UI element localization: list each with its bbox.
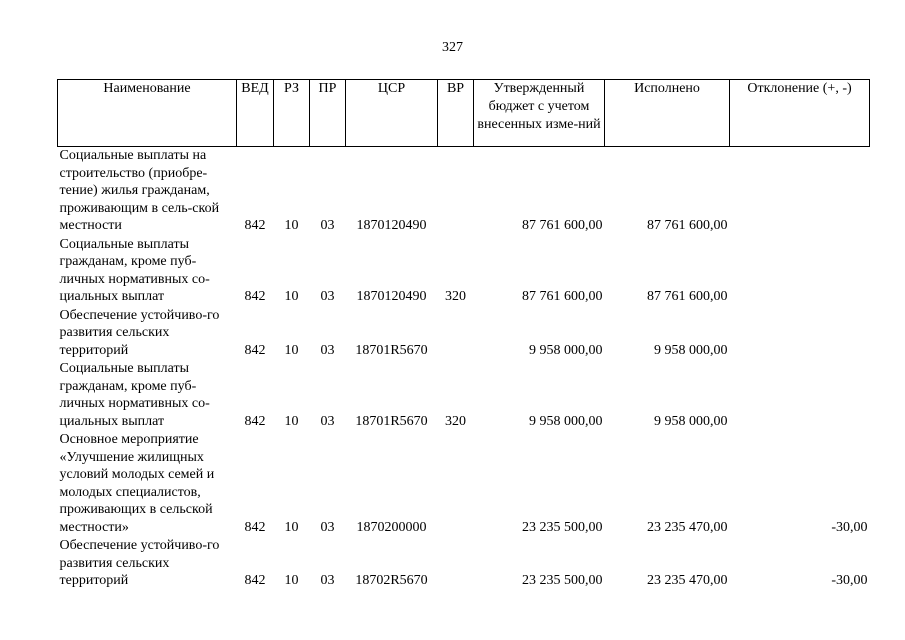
header-pr: ПР: [310, 80, 346, 147]
row-rz: 10: [284, 413, 299, 429]
row-executed: 9 958 000,00: [654, 413, 728, 429]
row-csr: 1870200000: [356, 519, 427, 535]
row-executed: 23 235 470,00: [647, 519, 728, 535]
row-rz: 10: [284, 573, 299, 588]
row-pr: 03: [320, 289, 335, 304]
table-row: [58, 537, 870, 591]
page-number: 327: [442, 40, 463, 55]
row-budget: 23 235 500,00: [522, 573, 603, 588]
row-name: Обеспечение устойчиво-го развития сельских территорий: [59, 307, 220, 358]
row-ved: 842: [244, 413, 266, 429]
row-executed: 87 761 600,00: [647, 218, 728, 233]
header-budget: Утвержденный бюджет с учетом внесенных изме-ний: [474, 80, 605, 147]
row-name: Социальные выплаты на строительство (приобре-тение) жилья гражданам, проживающим в сель-ской местности: [59, 148, 220, 233]
table-row: [58, 307, 870, 361]
row-deviation: [730, 147, 870, 236]
row-executed: 9 958 000,00: [654, 342, 728, 358]
table-header-row: [58, 80, 870, 147]
row-name: Социальные выплаты гражданам, кроме пуб-личных нормативных со-циальных выплат: [59, 361, 210, 429]
row-name: Основное мероприятие «Улучшение жилищных условий молодых семей и молодых специалистов, проживающих в сельской местности»: [59, 432, 215, 535]
header-name: Наименование: [58, 80, 237, 147]
row-budget: 9 958 000,00: [529, 342, 603, 358]
row-ved: 842: [244, 218, 266, 233]
row-pr: 03: [320, 342, 335, 358]
row-ved: 842: [244, 519, 266, 535]
row-csr: 1870120490: [356, 218, 427, 233]
table-row: [58, 431, 870, 537]
row-vr: [438, 307, 474, 361]
row-budget: 87 761 600,00: [522, 218, 603, 233]
row-name: Социальные выплаты гражданам, кроме пуб-личных нормативных со-циальных выплат: [59, 236, 210, 304]
table-row: [58, 236, 870, 307]
row-vr: [438, 431, 474, 537]
row-csr: 18701R5670: [355, 413, 428, 429]
header-deviation: Отклонение (+, -): [730, 80, 870, 147]
row-budget: 87 761 600,00: [522, 289, 603, 304]
row-csr: 1870120490: [356, 289, 427, 304]
row-budget: 9 958 000,00: [529, 413, 603, 429]
row-rz: 10: [284, 218, 299, 233]
row-deviation: -30,00: [831, 519, 868, 535]
row-ved: 842: [244, 342, 266, 358]
row-rz: 10: [284, 342, 299, 358]
header-rz: РЗ: [274, 80, 310, 147]
header-vr: ВР: [438, 80, 474, 147]
row-pr: 03: [320, 573, 335, 588]
row-ved: 842: [244, 573, 266, 588]
row-name: Обеспечение устойчиво-го развития сельских территорий: [59, 538, 220, 588]
row-csr: 18702R5670: [355, 573, 428, 588]
row-pr: 03: [320, 413, 335, 429]
table-row: [58, 147, 870, 236]
row-rz: 10: [284, 289, 299, 304]
header-csr: ЦСР: [346, 80, 438, 147]
row-executed: 87 761 600,00: [647, 289, 728, 304]
table-row: [58, 360, 870, 431]
header-executed: Исполнено: [605, 80, 730, 147]
row-ved: 842: [244, 289, 266, 304]
budget-table: [57, 79, 870, 591]
row-deviation: [730, 236, 870, 307]
row-deviation: [730, 360, 870, 431]
row-deviation: -30,00: [831, 573, 868, 588]
row-vr: [438, 147, 474, 236]
row-vr: 320: [445, 289, 466, 304]
header-ved: ВЕД: [237, 80, 274, 147]
row-executed: 23 235 470,00: [647, 573, 728, 588]
row-csr: 18701R5670: [355, 342, 428, 358]
row-pr: 03: [320, 519, 335, 535]
row-budget: 23 235 500,00: [522, 519, 603, 535]
row-deviation: [730, 307, 870, 361]
row-vr: 320: [445, 413, 466, 429]
row-pr: 03: [320, 218, 335, 233]
row-rz: 10: [284, 519, 299, 535]
row-vr: [438, 537, 474, 591]
